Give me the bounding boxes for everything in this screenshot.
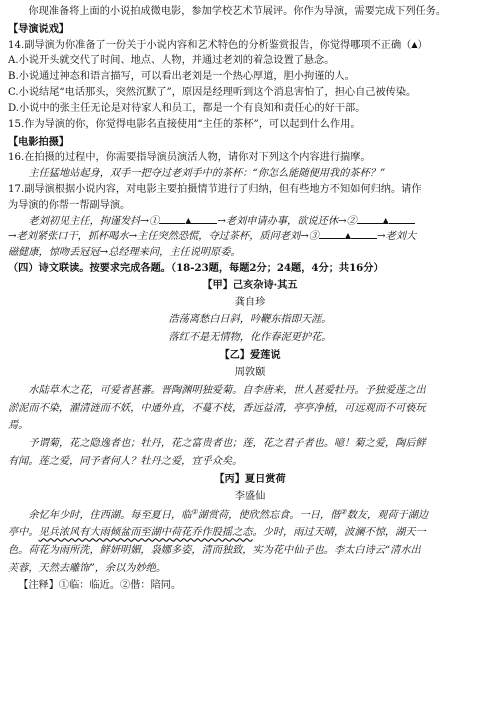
answer-blank-2b bbox=[389, 214, 415, 224]
essay-bing-1c: 数友，观荷于湖边 bbox=[346, 509, 429, 521]
question-16-quote: 主任猛地站起身，双手一把夺过老刘手中的茶杯：“你怎么能随便用我的茶杯？” bbox=[28, 168, 386, 180]
essay-yi-author: 周敦颐 bbox=[234, 366, 266, 378]
answer-blank-1a bbox=[159, 214, 185, 224]
question-15: 15.作为导演的你，你觉得电影名直接使用“主任的茶杯”，可以起到什么作用。 bbox=[8, 118, 361, 130]
poem-jia-line-1: 浩荡离愁白日斜，吟鞭东指即天涯。 bbox=[168, 314, 332, 326]
poem-jia-author: 龚自珍 bbox=[234, 296, 266, 308]
essay-bing-author: 李盛仙 bbox=[234, 490, 266, 502]
plot-flow-1b: →老刘申请办事，欲说还休→② bbox=[217, 215, 357, 227]
answer-mark-3: ▲ bbox=[344, 231, 352, 241]
answer-blank-1b bbox=[191, 214, 217, 224]
annotation-note: 【注释】①临：临近。②偕：陪同。 bbox=[18, 579, 182, 591]
section-heading-filming: 【电影拍摄】 bbox=[8, 135, 70, 148]
essay-bing-1b: 湖赏荷，使欣然忘食。一日，偕 bbox=[197, 509, 341, 521]
question-17-line-2: 为导演的你帮一帮副导演。 bbox=[8, 199, 131, 211]
essay-yi-p1-line-2: 淤泥而不染，濯清涟而不妖，中通外直，不蔓不枝，香远益清，亭亭净植，可远观而不可亵玩 bbox=[8, 402, 426, 414]
essay-yi-p1-line-3: 焉。 bbox=[8, 420, 29, 432]
option-a: A.小说开头就交代了时间、地点、人物，并通过老刘的着急设置了悬念。 bbox=[8, 55, 335, 67]
question-14-stem-end: ） bbox=[417, 39, 428, 51]
answer-placeholder-triangle: ▲ bbox=[411, 39, 418, 49]
plot-flow-2a: →老刘紧张口干，抓杯喝水→主任突然恐慌，夺过茶杯，质问老刘→③ bbox=[8, 231, 319, 243]
section-heading-director: 【导演说戏】 bbox=[8, 22, 70, 35]
essay-bing-title: 【丙】夏日赏荷 bbox=[214, 472, 286, 485]
option-d: D.小说中的张主任无论是对待家人和员工，都是一个有良知和责任心的好干部。 bbox=[8, 102, 366, 114]
plot-flow-line-2 bbox=[8, 229, 492, 245]
essay-bing-2b: 。少时，雨过天晴，波澜不惊，湖天一 bbox=[252, 527, 426, 539]
essay-yi-p1-line-1: 水陆草木之花，可爱者甚蕃。晋陶渊明独爱菊。自李唐来，世人甚爱牡丹。予独爱莲之出 bbox=[28, 384, 426, 396]
answer-mark-1: ▲ bbox=[185, 215, 192, 225]
part-4-heading: （四）诗文联读。按要求完成各题。（18-23题，每题2分；24题，4分；共16分） bbox=[8, 262, 384, 274]
answer-blank-3a bbox=[319, 229, 345, 239]
question-16: 16.在拍摄的过程中，你需要指导演员演活人物，请你对下列这个内容进行揣摩。 bbox=[8, 152, 371, 164]
footnote-marker-1: ① bbox=[191, 507, 198, 516]
essay-bing-line-2 bbox=[8, 524, 492, 542]
poem-jia-title: 【甲】己亥杂诗·其五 bbox=[202, 278, 298, 291]
answer-blank-2a bbox=[357, 214, 383, 224]
essay-yi-p2-line-2: 有闻。莲之爱，同予者何人？牡丹之爱，宜乎众矣。 bbox=[8, 456, 243, 468]
wavy-underlined-sentence: 见兵浓风有大雨倾盆而至湖中荷花乔作股摇之态 bbox=[38, 527, 253, 539]
poem-jia-line-2: 落红不是无情物，化作春泥更护花。 bbox=[168, 332, 332, 344]
essay-yi-p2-line-1: 予谓菊，花之隐逸者也；牡丹，花之富贵者也；莲，花之君子者也。噫！菊之爱，陶后鲜 bbox=[28, 438, 426, 450]
plot-flow-1a: 老刘初见主任，拘谨发抖→① bbox=[28, 215, 160, 227]
answer-blank-3b bbox=[351, 229, 377, 239]
task-intro bbox=[8, 4, 492, 20]
question-14 bbox=[8, 38, 492, 54]
essay-bing-1a: 余忆年少时，住西湖。每至夏日，临 bbox=[28, 509, 192, 521]
essay-bing-2a: 亭中。 bbox=[8, 527, 39, 539]
footnote-marker-2: ② bbox=[340, 507, 347, 516]
option-c: C.小说结尾“电话那头，突然沉默了”，原因是经理听到这个消息害怕了，担心自己被传染。 bbox=[8, 87, 417, 99]
answer-mark-2: ▲ bbox=[382, 215, 389, 225]
plot-flow-line-3: 磁健康，惊吻丢冠冠→总经理来问，主任说明原委。 bbox=[8, 247, 241, 259]
plot-flow-2b: →老刘大 bbox=[377, 231, 417, 243]
essay-bing-line-4: 芙蓉，天然去雕饰”，余以为妙绝。 bbox=[8, 563, 167, 575]
plot-flow-line-1 bbox=[8, 214, 492, 230]
essay-bing-line-1 bbox=[8, 506, 492, 525]
option-b: B.小说通过神态和语言描写，可以看出老刘是一个热心厚道，胆小拘谨的人。 bbox=[8, 71, 355, 83]
task-intro-text: 你现准备将上面的小说拍成微电影，参加学校艺术节展评。你作为导演，需要完成下列任务。 bbox=[28, 6, 447, 17]
essay-yi-title: 【乙】爱莲说 bbox=[219, 349, 281, 362]
question-17-line-1: 17.副导演根据小说内容，对电影主要拍摄情节进行了归纳，但有些地方不知如何归纳。请作 bbox=[8, 183, 422, 195]
essay-bing-line-3: 色。荷花为雨所洗，鲜妍明媚，袅娜多姿，清而独致，实为花中仙子也。李太白诗云“清水出 bbox=[8, 545, 421, 557]
question-14-stem: 14.副导演为你准备了一份关于小说内容和艺术特色的分析鉴赏报告，你觉得哪项不正确（ bbox=[8, 39, 412, 51]
